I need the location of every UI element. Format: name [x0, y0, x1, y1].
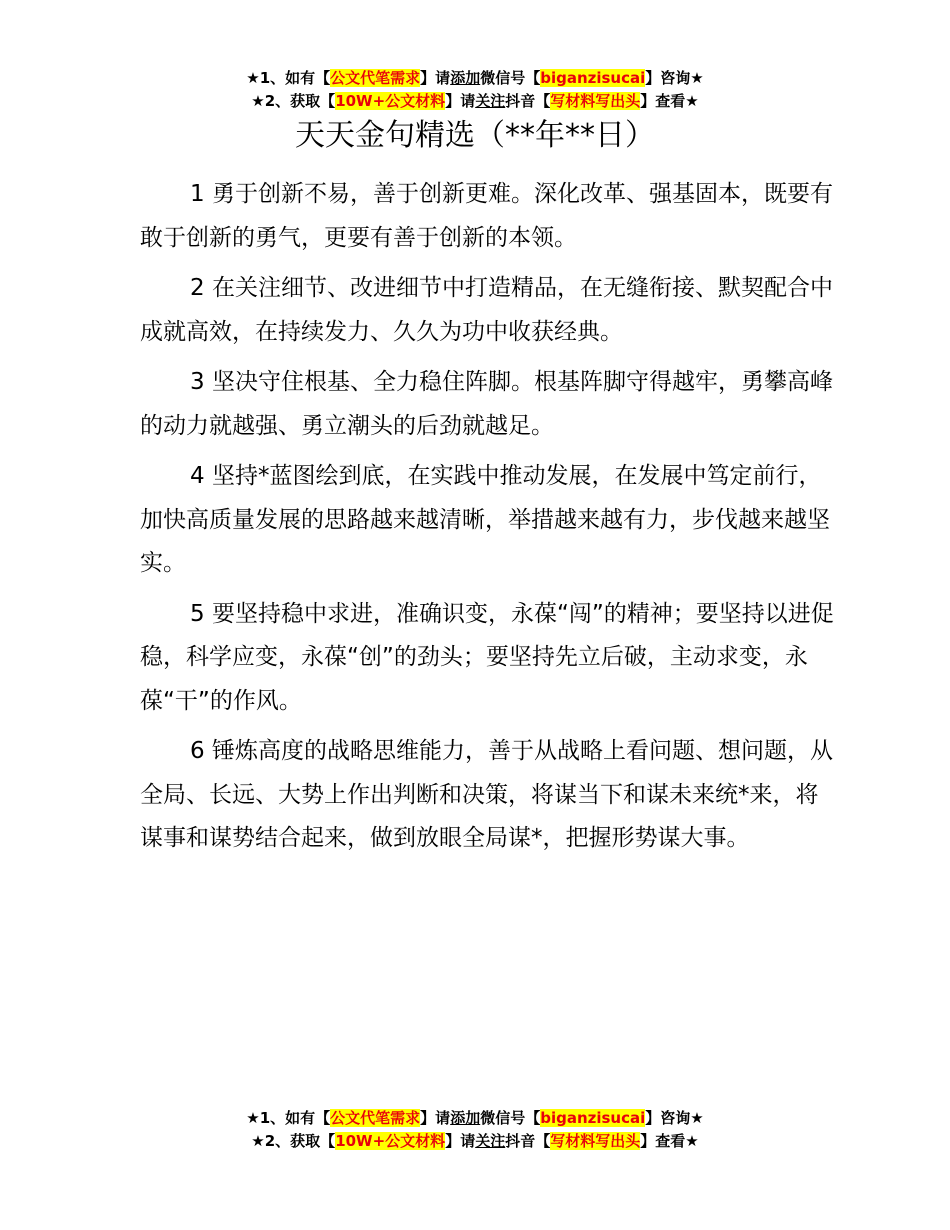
- banner-highlight-douyin-id: 写材料写出头: [550, 92, 641, 110]
- banner-highlight: 10W+公文材料: [335, 92, 446, 110]
- paragraph-2: 2 在关注细节、改进细节中打造精品，在无缝衔接、默契配合中成就高效，在持续发力、久久为功中收获经典。: [140, 275, 833, 345]
- banner-line-1: [0, 67, 950, 90]
- banner-text: 】请: [420, 1109, 451, 1127]
- banner-text: 】请: [420, 69, 451, 87]
- banner-text: 】查看★: [640, 1132, 699, 1150]
- banner-highlight: 公文代笔需求: [330, 1109, 421, 1127]
- banner-line-1: [0, 1107, 950, 1130]
- banner-text: ★2、获取【: [251, 92, 336, 110]
- banner-underlined-text: 关注: [475, 1132, 506, 1150]
- banner-text: 抖音【: [505, 1132, 551, 1150]
- document-body: [140, 173, 835, 868]
- banner-text: 】请: [445, 92, 476, 110]
- banner-text: ★1、如有【: [246, 69, 331, 87]
- banner-line-2: [0, 1130, 950, 1153]
- paragraph-6: 6 锤炼高度的战略思维能力，善于从战略上看问题、想问题，从全局、长远、大势上作出判断和决策，将谋当下和谋未来统*来，将谋事和谋势结合起来，做到放眼全局谋*，把握形势谋大事。: [140, 738, 833, 851]
- banner-text: 】咨询★: [645, 69, 704, 87]
- paragraph-4: 4 坚持*蓝图绘到底，在实践中推动发展，在发展中笃定前行，加快高质量发展的思路越来越清晰，举措越来越有力，步伐越来越坚实。: [140, 463, 830, 576]
- banner-underlined-text: 添加: [450, 1109, 481, 1127]
- banner-text: 】查看★: [640, 92, 699, 110]
- banner-text: 】咨询★: [645, 1109, 704, 1127]
- header-banner: [0, 67, 950, 113]
- banner-highlight: 公文代笔需求: [330, 69, 421, 87]
- footer-banner: [0, 1107, 950, 1153]
- banner-line-2: [0, 90, 950, 113]
- banner-text: ★2、获取【: [251, 1132, 336, 1150]
- banner-underlined-text: 添加: [450, 69, 481, 87]
- banner-text: ★1、如有【: [246, 1109, 331, 1127]
- banner-highlight-wechat-id: biganzisucai: [540, 1109, 646, 1127]
- paragraph-5: 5 要坚持稳中求进，准确识变，永葆“闯”的精神；要坚持以进促稳，科学应变，永葆“创”的劲头；要坚持先立后破，主动求变，永葆“干”的作风。: [140, 600, 834, 714]
- banner-highlight: 10W+公文材料: [335, 1132, 446, 1150]
- paragraph-1: 1 勇于创新不易，善于创新更难。深化改革、强基固本，既要有敢于创新的勇气，更要有善于创新的本领。: [140, 181, 833, 251]
- banner-highlight-wechat-id: biganzisucai: [540, 69, 646, 87]
- banner-text: 微信号【: [480, 69, 541, 87]
- banner-text: 抖音【: [505, 92, 551, 110]
- banner-text: 微信号【: [480, 1109, 541, 1127]
- document-title: 天天金句精选（**年**日）: [295, 118, 655, 153]
- paragraph-3: 3 坚决守住根基、全力稳住阵脚。根基阵脚守得越牢，勇攀高峰的动力就越强、勇立潮头的后劲就越足。: [140, 369, 833, 439]
- banner-highlight-douyin-id: 写材料写出头: [550, 1132, 641, 1150]
- banner-underlined-text: 关注: [475, 92, 506, 110]
- banner-text: 】请: [445, 1132, 476, 1150]
